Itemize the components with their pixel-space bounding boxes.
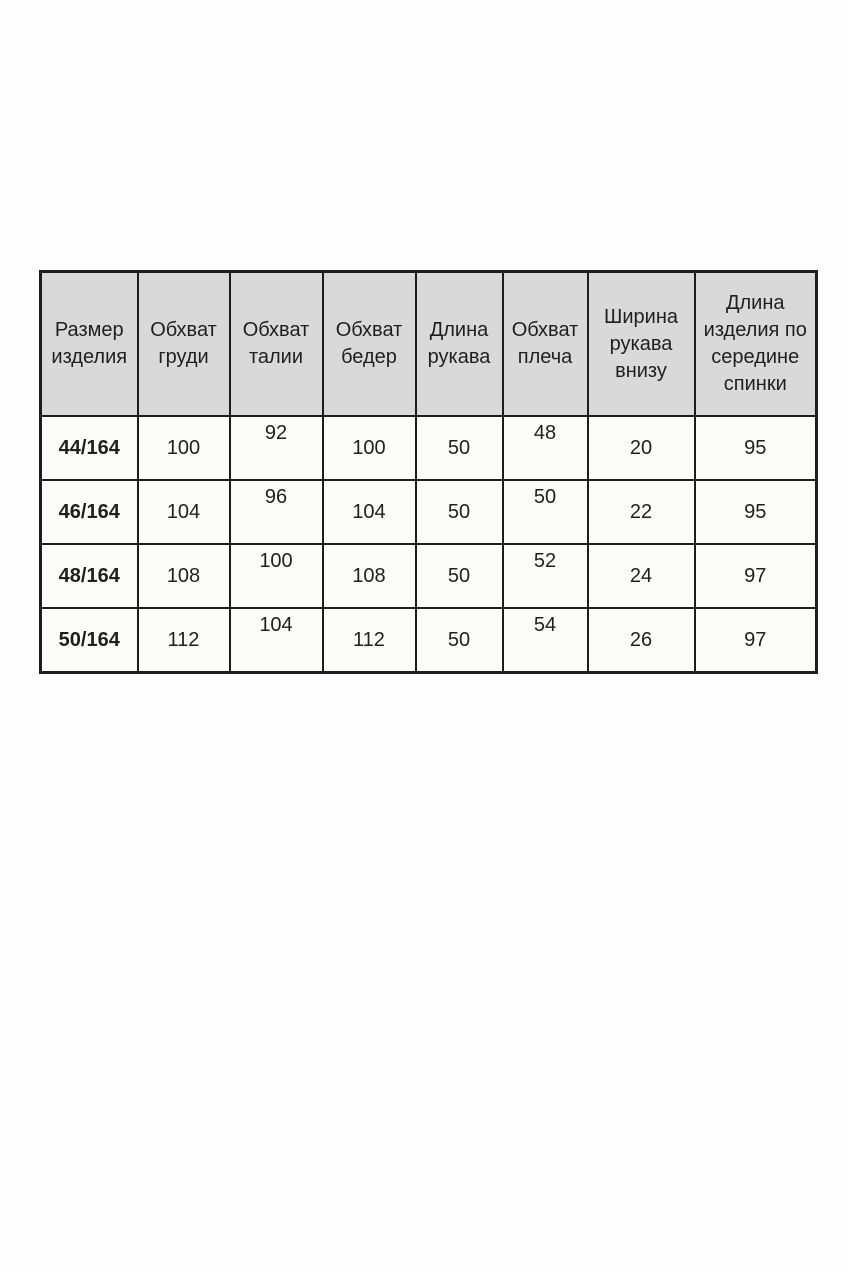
table-cell: 100 (138, 416, 230, 480)
table-cell: 24 (588, 544, 695, 608)
table-cell: 100 (230, 544, 323, 608)
column-header-6: Ширина рукава внизу (588, 272, 695, 417)
table-cell: 50 (416, 544, 503, 608)
table-cell: 92 (230, 416, 323, 480)
table-cell: 112 (138, 608, 230, 673)
table-body (41, 416, 817, 673)
table-cell: 95 (695, 480, 817, 544)
table-cell: 108 (138, 544, 230, 608)
table-cell: 97 (695, 608, 817, 673)
table-cell: 50 (503, 480, 588, 544)
table-cell: 54 (503, 608, 588, 673)
table-cell: 22 (588, 480, 695, 544)
table-cell: 104 (138, 480, 230, 544)
table-row-2 (41, 544, 817, 608)
table-cell: 26 (588, 608, 695, 673)
table-cell: 112 (323, 608, 416, 673)
column-header-2: Обхват талии (230, 272, 323, 417)
table-header (41, 272, 817, 417)
column-header-1: Обхват груди (138, 272, 230, 417)
table-cell: 104 (230, 608, 323, 673)
column-header-5: Обхват плеча (503, 272, 588, 417)
header-row (41, 272, 817, 417)
table-cell: 50 (416, 608, 503, 673)
table-cell: 104 (323, 480, 416, 544)
table-cell: 48 (503, 416, 588, 480)
column-header-7: Длина изделия по середине спинки (695, 272, 817, 417)
table-cell: 50 (416, 480, 503, 544)
size-chart-table (39, 270, 818, 674)
table-row-0 (41, 416, 817, 480)
size-cell: 46/164 (41, 480, 138, 544)
table-cell: 108 (323, 544, 416, 608)
column-header-0: Размер изделия (41, 272, 138, 417)
size-cell: 50/164 (41, 608, 138, 673)
table-cell: 50 (416, 416, 503, 480)
table-cell: 52 (503, 544, 588, 608)
table-row-3 (41, 608, 817, 673)
table-cell: 100 (323, 416, 416, 480)
table-row-1 (41, 480, 817, 544)
table-cell: 95 (695, 416, 817, 480)
table-cell: 97 (695, 544, 817, 608)
size-cell: 48/164 (41, 544, 138, 608)
table-cell: 20 (588, 416, 695, 480)
table-cell: 96 (230, 480, 323, 544)
size-cell: 44/164 (41, 416, 138, 480)
column-header-4: Длина рукава (416, 272, 503, 417)
column-header-3: Обхват бедер (323, 272, 416, 417)
